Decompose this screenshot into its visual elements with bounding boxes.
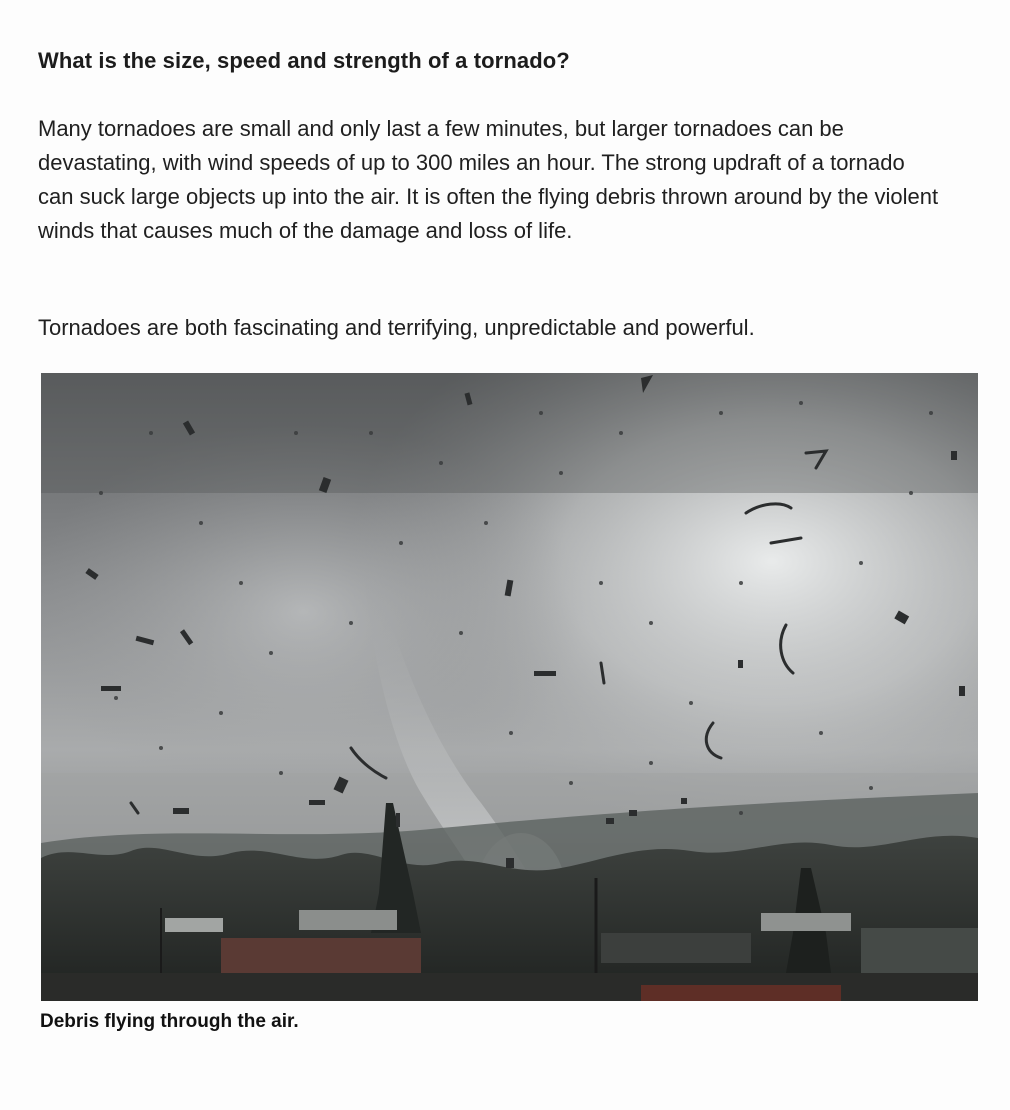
tornado-debris-photo [41, 373, 978, 1001]
body-paragraph-1: Many tornadoes are small and only last a few minutes, but larger tornadoes can be devastating, with wind speeds of up to 300 miles an hour. The strong updraft of a tornado can suck large objects up into the air. It is often the flying debris thrown around by the violent winds that causes much of the damage and loss of life. [38, 116, 939, 243]
body-paragraph-2: Tornadoes are both fascinating and terrifying, unpredictable and powerful. [38, 315, 755, 340]
photo-caption: Debris flying through the air. [40, 1011, 299, 1032]
page-title: What is the size, speed and strength of a tornado? [38, 48, 570, 73]
